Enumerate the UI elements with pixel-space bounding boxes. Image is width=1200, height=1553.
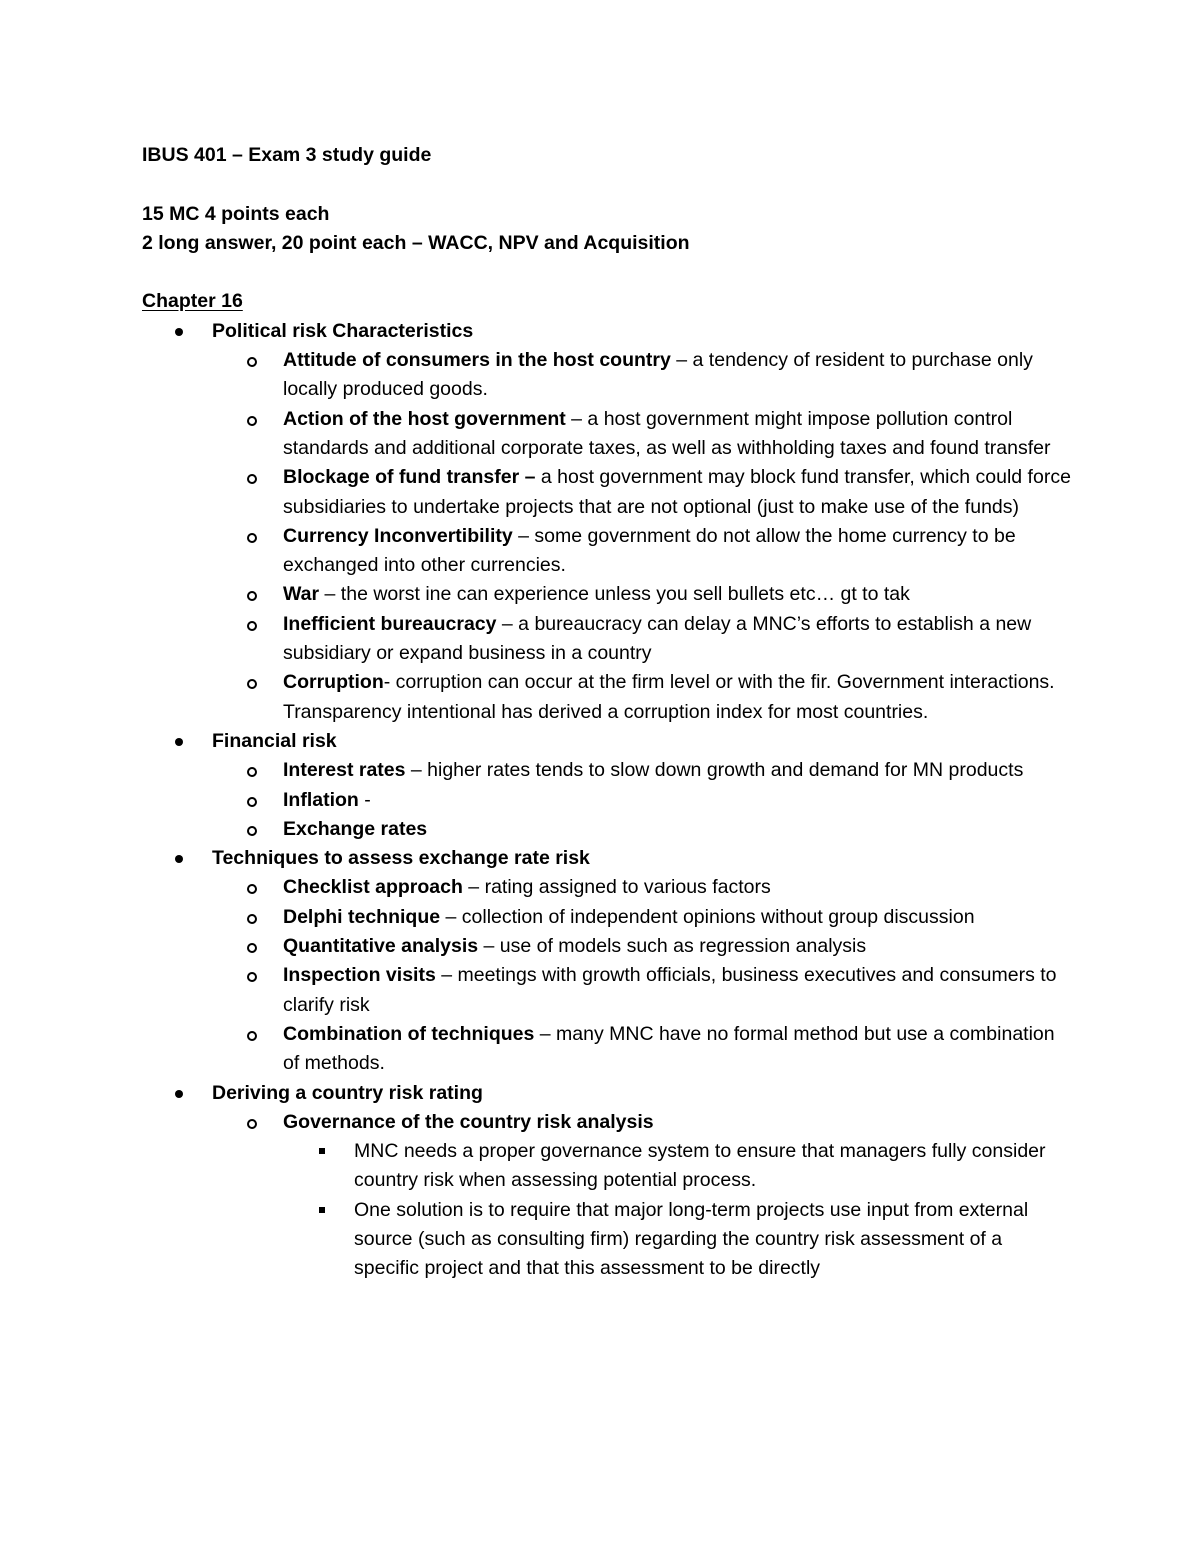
circle-bullet-icon xyxy=(247,474,257,484)
topic-term: Attitude of consumers in the host country xyxy=(283,349,671,372)
circle-bullet-icon xyxy=(247,591,257,601)
circle-bullet-icon xyxy=(247,797,257,807)
topic-term: Corruption xyxy=(283,671,384,694)
section-item xyxy=(142,727,1072,844)
topic-term: Inflation xyxy=(283,788,359,811)
subtopic-text: One solution is to require that major long-term projects use input from external source (such as consulting firm) regarding the country risk assessment of a specific project and that this assessment to be directly xyxy=(354,1198,1029,1280)
square-bullet-icon xyxy=(319,1207,325,1213)
topic-list xyxy=(212,1108,1072,1284)
subtopic-text: MNC needs a proper governance system to ensure that managers fully consider country risk when assessing potential process. xyxy=(354,1140,1046,1192)
topic-description: - corruption can occur at the firm level or with the fir. Government interactions. Transparency intentional has derived a corruption index for most countries. xyxy=(283,671,1055,723)
topic-term: Exchange rates xyxy=(283,817,428,840)
exam-format-line: 2 long answer, 20 point each – WACC, NPV and Acquisition xyxy=(142,231,690,254)
topic-description: – rating assigned to various factors xyxy=(462,876,771,899)
subtopic-list xyxy=(283,1137,1072,1283)
exam-format-line: 15 MC 4 points each xyxy=(142,202,330,225)
topic-list xyxy=(212,873,1072,1078)
topic-item xyxy=(212,1020,1072,1079)
topic-item xyxy=(212,903,1072,932)
section-heading: Techniques to assess exchange rate risk xyxy=(212,847,590,870)
topic-description: – a host government might impose pollution control standards and additional corporate taxes, as well as withholding taxes and found transfer xyxy=(283,407,1051,459)
chapter-title: Chapter 16 xyxy=(142,290,243,313)
spacer xyxy=(142,170,1072,199)
topic-description: – higher rates tends to slow down growth and demand for MN products xyxy=(405,759,1024,782)
document-title: IBUS 401 – Exam 3 study guide xyxy=(142,144,432,166)
topic-item xyxy=(212,346,1072,405)
topic-description: – some government do not allow the home currency to be exchanged into other currencies. xyxy=(283,524,1016,577)
bullet-icon xyxy=(175,328,183,336)
topic-description: – a bureaucracy can delay a MNC’s efforts to establish a new subsidiary or expand business in a country xyxy=(283,612,1032,665)
section-item xyxy=(142,844,1072,1078)
circle-bullet-icon xyxy=(247,533,257,543)
topic-term: Combination of techniques xyxy=(283,1022,535,1045)
topic-item xyxy=(212,961,1072,1020)
circle-bullet-icon xyxy=(247,943,257,953)
circle-bullet-icon xyxy=(247,1031,257,1041)
topic-item xyxy=(212,756,1072,785)
subtopic-item xyxy=(283,1196,1072,1284)
subtopic-item xyxy=(283,1137,1072,1196)
topic-description: a host government may block fund transfer, which could force subsidiaries to undertake projects that are not optional (just to make use of the funds) xyxy=(283,466,1071,518)
topic-description: - xyxy=(358,788,371,811)
topic-item xyxy=(212,405,1072,464)
circle-bullet-icon xyxy=(247,416,257,426)
circle-bullet-icon xyxy=(247,826,257,836)
topic-description: – many MNC have no formal method but use a combination of methods. xyxy=(283,1022,1055,1075)
topic-item xyxy=(212,786,1072,815)
topic-item xyxy=(212,610,1072,669)
topic-description: – the worst ine can experience unless you sell bullets etc… gt to tak xyxy=(319,583,910,606)
circle-bullet-icon xyxy=(247,679,257,689)
spacer xyxy=(142,258,1072,287)
topic-description: – use of models such as regression analysis xyxy=(478,935,867,958)
section-item xyxy=(142,317,1072,727)
circle-bullet-icon xyxy=(247,767,257,777)
topic-term: Currency Inconvertibility xyxy=(283,524,513,547)
circle-bullet-icon xyxy=(247,914,257,924)
topic-term: Checklist approach xyxy=(283,876,463,899)
topic-item xyxy=(212,1108,1072,1284)
bullet-icon xyxy=(175,855,183,863)
topic-term: Inspection visits xyxy=(283,964,436,987)
bullet-icon xyxy=(175,1090,183,1098)
circle-bullet-icon xyxy=(247,972,257,982)
bullet-icon xyxy=(175,738,183,746)
topic-list xyxy=(212,346,1072,727)
circle-bullet-icon xyxy=(247,884,257,894)
chapter-heading xyxy=(142,287,1072,316)
circle-bullet-icon xyxy=(247,1119,257,1129)
topic-description: – a tendency of resident to purchase only locally produced goods. xyxy=(283,349,1033,401)
topic-list xyxy=(212,756,1072,844)
section-heading: Political risk Characteristics xyxy=(212,319,474,342)
section-heading: Deriving a country risk rating xyxy=(212,1081,483,1104)
topic-item xyxy=(212,668,1072,727)
topic-term: Interest rates xyxy=(283,759,406,782)
topic-item xyxy=(212,873,1072,902)
topic-item xyxy=(212,815,1072,844)
topic-item xyxy=(212,463,1072,522)
topic-item xyxy=(212,580,1072,609)
topic-description: – collection of independent opinions without group discussion xyxy=(440,905,975,928)
topic-term: Blockage of fund transfer – xyxy=(283,466,536,489)
topic-term: Delphi technique xyxy=(283,905,441,928)
topic-term: Action of the host government xyxy=(283,407,566,430)
section-list xyxy=(142,317,1072,1284)
section-heading: Financial risk xyxy=(212,729,337,752)
topic-term: Quantitative analysis xyxy=(283,935,479,958)
document-content xyxy=(142,141,1072,1284)
topic-item xyxy=(212,932,1072,961)
circle-bullet-icon xyxy=(247,357,257,367)
topic-item xyxy=(212,522,1072,581)
topic-term: Inefficient bureaucracy xyxy=(283,612,497,635)
section-item xyxy=(142,1079,1072,1284)
topic-term: Governance of the country risk analysis xyxy=(283,1110,654,1133)
circle-bullet-icon xyxy=(247,621,257,631)
topic-term: War xyxy=(283,583,320,606)
topic-description: – meetings with growth officials, business executives and consumers to clarify risk xyxy=(283,964,1057,1016)
square-bullet-icon xyxy=(319,1148,325,1154)
